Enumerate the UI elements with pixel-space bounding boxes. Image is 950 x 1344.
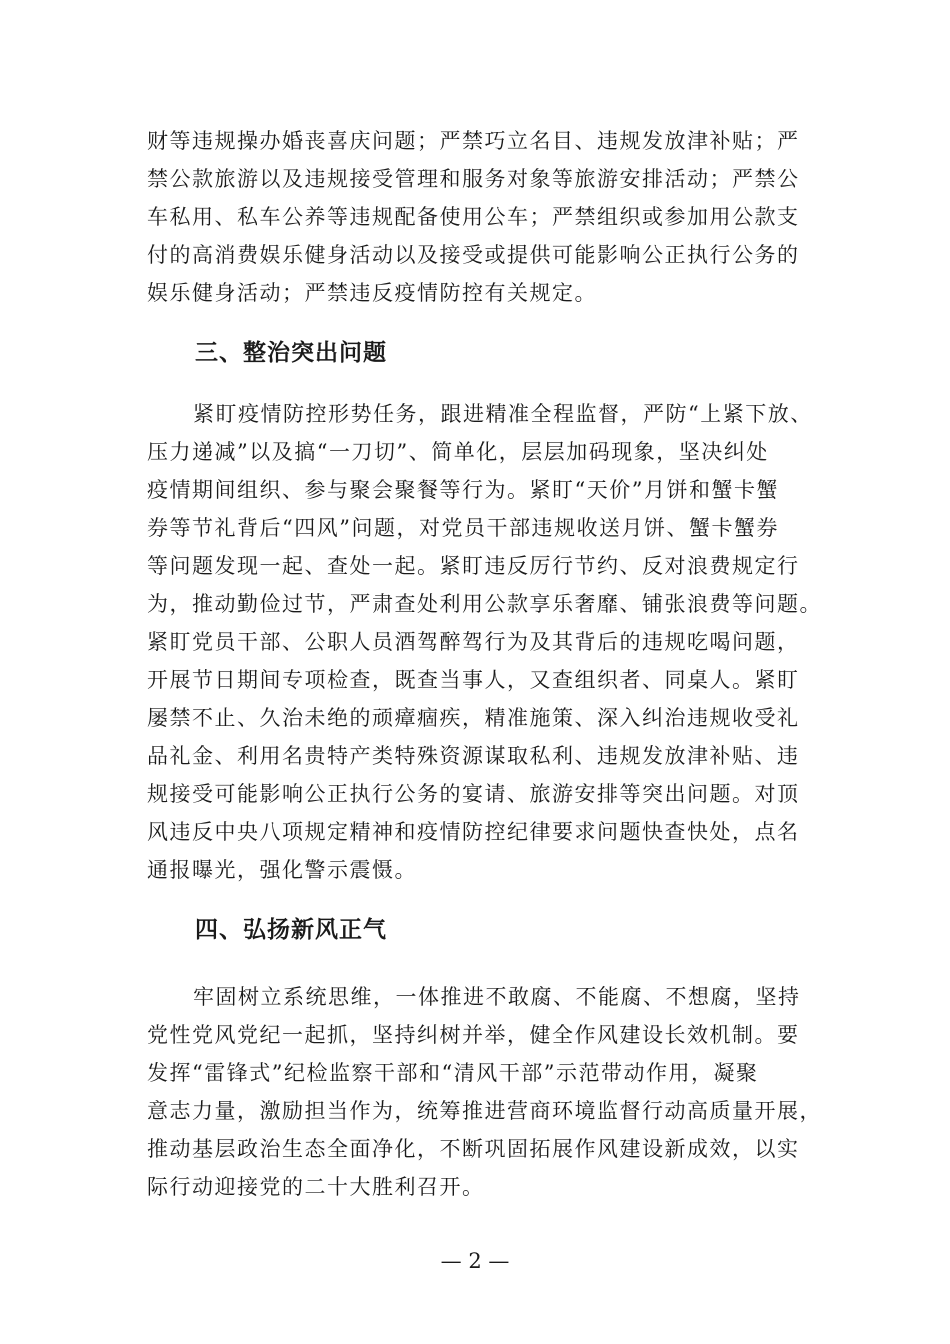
paragraph-line: 意志力量，激励担当作为，统筹推进营商环境监督行动高质量开展， bbox=[147, 1099, 822, 1123]
paragraph-line: 禁公款旅游以及违规接受管理和服务对象等旅游安排活动；严禁公 bbox=[147, 167, 800, 191]
page-number: — 2 — bbox=[440, 1249, 510, 1273]
paragraph-line: 品礼金、利用名贵特产类特殊资源谋取私利、违规发放津补贴、违 bbox=[147, 744, 800, 768]
paragraph-line: 紧盯党员干部、公职人员酒驾醉驾行为及其背后的违规吃喝问题， bbox=[147, 630, 800, 654]
section-heading: 三、整治突出问题 bbox=[195, 340, 387, 366]
paragraph-line: 疫情期间组织、参与聚会聚餐等行为。紧盯“天价”月饼和蟹卡蟹 bbox=[147, 478, 779, 502]
paragraph-line: 为，推动勤俭过节，严肃查处利用公款享乐奢靡、铺张浪费等问题。 bbox=[147, 592, 822, 616]
paragraph-line: 牢固树立系统思维，一体推进不敢腐、不能腐、不想腐，坚持 bbox=[193, 985, 801, 1009]
paragraph-line: 紧盯疫情防控形势任务，跟进精准全程监督，严防“上紧下放、 bbox=[193, 402, 813, 426]
paragraph-line: 推动基层政治生态全面净化，不断巩固拓展作风建设新成效，以实 bbox=[147, 1137, 800, 1161]
paragraph-line: 开展节日期间专项检查，既查当事人，又查组织者、同桌人。紧盯 bbox=[147, 668, 800, 692]
section-heading: 四、弘扬新风正气 bbox=[195, 917, 387, 943]
paragraph-line: 车私用、私车公养等违规配备使用公车；严禁组织或参加用公款支 bbox=[147, 205, 800, 229]
paragraph-line: 等问题发现一起、查处一起。紧盯违反厉行节约、反对浪费规定行 bbox=[147, 554, 800, 578]
paragraph-line: 际行动迎接党的二十大胜利召开。 bbox=[147, 1175, 485, 1199]
paragraph-line: 通报曝光，强化警示震慑。 bbox=[147, 858, 417, 882]
paragraph-line: 规接受可能影响公正执行公务的宴请、旅游安排等突出问题。对顶 bbox=[147, 782, 800, 806]
paragraph-line: 付的高消费娱乐健身活动以及接受或提供可能影响公正执行公务的 bbox=[147, 243, 800, 267]
paragraph-line: 党性党风党纪一起抓，坚持纠树并举，健全作风建设长效机制。要 bbox=[147, 1023, 800, 1047]
paragraph-line: 压力递减”以及搞“一刀切”、简单化，层层加码现象，坚决纠处 bbox=[147, 440, 769, 464]
paragraph-line: 风违反中央八项规定精神和疫情防控纪律要求问题快查快处，点名 bbox=[147, 820, 800, 844]
paragraph-line: 券等节礼背后“四风”问题，对党员干部违规收送月饼、蟹卡蟹券 bbox=[147, 516, 779, 540]
paragraph-line: 财等违规操办婚丧喜庆问题；严禁巧立名目、违规发放津补贴；严 bbox=[147, 129, 800, 153]
paragraph-line: 发挥“雷锋式”纪检监察干部和“清风干部”示范带动作用，凝聚 bbox=[147, 1061, 759, 1085]
paragraph-line: 屡禁不止、久治未绝的顽瘴痼疾，精准施策、深入纠治违规收受礼 bbox=[147, 706, 800, 730]
paragraph-line: 娱乐健身活动；严禁违反疫情防控有关规定。 bbox=[147, 281, 597, 305]
